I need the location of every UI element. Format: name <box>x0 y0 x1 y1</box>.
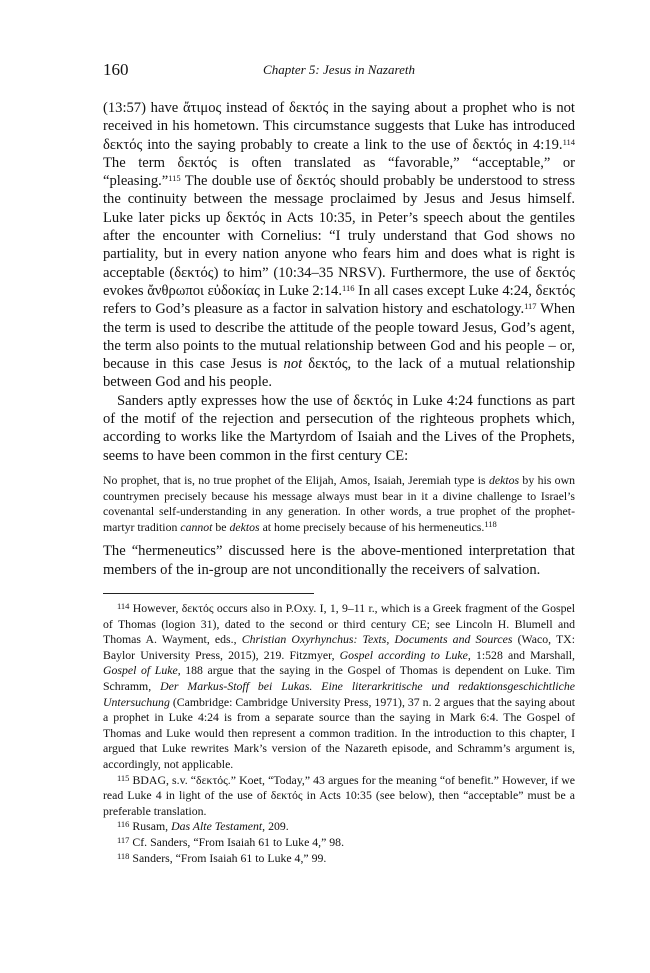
footnote-114: $^{114}$ However, δεκτός occurs also in P.Oxy. I, 1, 9–11 r., which is a Greek fragment of the Gospel of Thomas (logion 31), dated to the second or third century CE; see Lincoln H. Blumell and Thomas A. Wayment, eds., Christian Oxyrhynchus: Texts, Documents and Sources (Waco, TX: Baylor University Press, 2015), 219. Fitzmyer, Gospel according to Luke, 1:528 and Marshall, Gospel of Luke, 188 argue that the saying in the Gospel of Thomas is dependent on Luke. Tim Schramm, Der Markus-Stoff bei Lukas. Eine literarkritische und redaktionsgeschichtliche Untersuchung (Cambridge: Cambridge University Press, 1971), 37 n. 2 argues that the saying about a prophet in Luke 4:24 is from a separate source than the saying in Mark 6:4. The Gospel of Thomas and Luke would then represent a common tradition. In the introduction to this chapter, I argued that Luke rewrites Mark’s version of the Nazareth episode, and Schramm’s argument is, accordingly, not applicable. <box>103 601 575 771</box>
footnote-ref-116[interactable]: 116 <box>342 282 355 293</box>
page-header <box>103 60 575 82</box>
footnote-ref-117[interactable]: 117 <box>524 301 537 312</box>
footnote-ref-118[interactable]: 118 <box>484 518 497 529</box>
main-text <box>103 99 575 579</box>
paragraph-3: The “hermeneutics” discussed here is the above-mentioned interpretation that members of the in-group are not unconditionally the receivers of salvation. <box>103 543 575 578</box>
footnote-ref-115[interactable]: 115 <box>168 173 181 184</box>
block-quote: No prophet, that is, no true prophet of the Elijah, Amos, Isaiah, Jeremiah type is dektos by his own countrymen precisely because his message always must bear in it a divine challenge to Israel’s covenantal self-understanding in any generation. In other words, a true prophet of the prophet-martyr tradition cannot be dektos at home precisely because of his hermeneutics.$^{118}$ <box>103 472 576 534</box>
footnote-115: $^{115}$ BDAG, s.v. “δεκτός.” Koet, “Today,” 43 argues for the meaning “of benefit.” However, if we read Luke 4 in light of the use of δεκτός in Acts 10:35 (see below), then “acceptable” must be a preferable translation. <box>103 772 576 818</box>
footnote-118: $^{118}$ Sanders, “From Isaiah 61 to Luke 4,” 99. <box>117 850 327 865</box>
footnote-116: $^{116}$ Rusam, Das Alte Testament, 209. <box>117 819 289 834</box>
footnote-117: $^{117}$ Cf. Sanders, “From Isaiah 61 to Luke 4,” 98. <box>117 834 345 849</box>
page-number: 160 <box>103 60 129 79</box>
paragraph-1: (13:57) have ἄτιμος instead of δεκτός in the saying about a prophet who is not received in his hometown. This circumstance suggests that Luke has introduced δεκτός into the saying probably to create a link to the use of δεκτός in 4:19.$^{114}$ The term δεκτός is often translated as “favorable,” “acceptable,” or “pleasing.”$^{115}$ The double use of δεκτός should probably be understood to stress the continuity between the message proclaimed by Jesus and Jesus himself. Luke later picks up δεκτός in Acts 10:35, in Peter’s speech about the gentiles after the encounter with Cornelius: “I truly understand that God shows no partiality, but in every nation anyone who fears him and does what is right is acceptable (δεκτός) to him” (10:34–35 NRSV). Furthermore, the use of δεκτός evokes ἄνθρωποι εὐδοκίας in Luke 2:14.$^{116}$ In all cases except Luke 4:24, δεκτός refers to God’s pleasure as a factor in salvation history and eschatology.$^{117}$ When the term is used to describe the attitude of the people toward Jesus, God’s agent, the term also points to the mutual relationship between God and his people – or, because in this case Jesus is not δεκτός, to the lack of a mutual relationship between God and his people. <box>103 100 576 391</box>
running-title: Chapter 5: Jesus in Nazareth <box>263 62 415 77</box>
paragraph-2: Sanders aptly expresses how the use of δεκτός in Luke 4:24 functions as part of the motif of the rejection and persecution of the righteous prophets which, according to works like the Martyrdom of Isaiah and the Lives of the Prophets, seems to have been common in the first century CE: <box>103 392 575 464</box>
footnotes <box>103 601 575 866</box>
footnote-ref-114[interactable]: 114 <box>562 136 575 147</box>
footnote-separator <box>103 593 314 594</box>
